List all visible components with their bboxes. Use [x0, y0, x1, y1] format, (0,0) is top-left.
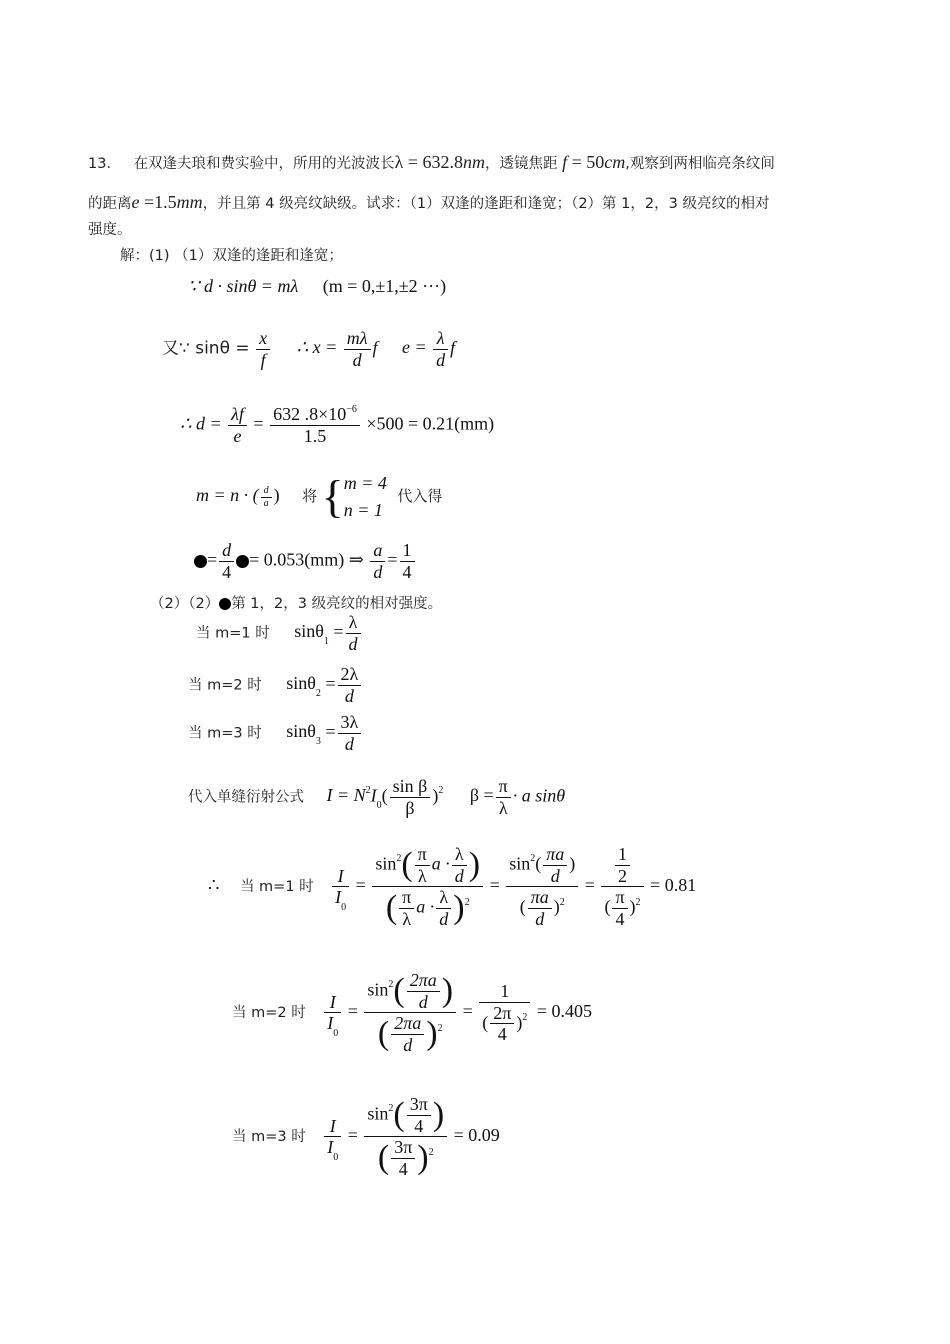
sub: 0 — [341, 902, 347, 914]
sub: 2 — [315, 688, 321, 700]
equation-d-value — [180, 404, 494, 446]
sup: 2 — [388, 1103, 394, 1115]
x-over-f — [256, 328, 270, 370]
I2-over-I0 — [324, 991, 341, 1040]
part2-heading — [150, 592, 442, 613]
num: π — [415, 844, 430, 866]
pi-over-lambda — [496, 776, 511, 818]
den: 4 — [398, 1159, 408, 1180]
one-quarter — [400, 540, 415, 582]
eq: = — [207, 549, 218, 570]
num: 1 — [615, 844, 630, 866]
problem-number: 13． — [88, 156, 121, 172]
d-over-a-small — [261, 485, 272, 509]
den: 4 — [414, 1115, 424, 1136]
therefore: ∴ — [208, 875, 220, 895]
single-slit-formula: 代入单缝衍射公式 $I = N^2I_0$( $\frac{\text{sin β}}{\beta}$ )$^2$ β = $\frac{\pi}{\lambda}$ · a sinθ — [188, 776, 566, 818]
den: d — [403, 1035, 413, 1056]
lambda-over-d — [346, 612, 361, 654]
mlambda-over-d — [344, 328, 371, 370]
num: mλ — [344, 328, 371, 350]
three-lambda-over-d — [338, 712, 362, 754]
eq: = — [584, 875, 595, 895]
a-dot: a · — [416, 896, 435, 917]
3pi-over-4 — [407, 1094, 431, 1136]
problem-text-e: ，并且第 4 级亮纹缺级。试求：（1）双逢的逢距和逢宽；（2）第 1，2，3 级亮纹的相对 — [202, 196, 770, 212]
e-value: =1.5 — [139, 192, 177, 212]
sup: 2 — [428, 1146, 434, 1158]
problem-text-d: 的距离 — [88, 196, 132, 212]
I0: I — [370, 785, 377, 806]
num: 3π — [391, 1137, 415, 1159]
den: d — [373, 561, 383, 582]
smudge-icon-3 — [219, 598, 231, 610]
den: 4 — [497, 1024, 507, 1045]
sin-theta: sinθ — [286, 721, 316, 742]
problem-text-a: 在双逢夫琅和费实验中，所用的光波波长 — [133, 156, 395, 172]
numeric-m1: $\frac{1}{2}$ ( $\frac{\pi}{4}$ )$^2$ — [601, 844, 643, 930]
e-eq: e = — [402, 337, 427, 358]
part2-label: （2）（2） — [150, 596, 220, 612]
sup: 2 — [388, 979, 394, 991]
a-over-d — [370, 540, 385, 582]
sub: 0 — [376, 800, 382, 812]
equation-missing-order — [196, 470, 442, 524]
den: d — [436, 349, 446, 370]
num: x — [256, 328, 270, 350]
pi-over-4 — [612, 887, 627, 929]
den: 4 — [402, 561, 412, 582]
d-result: ×500 = 0.21(mm) — [366, 413, 495, 434]
sup: 2 — [559, 896, 565, 908]
pia-over-d — [543, 844, 567, 886]
problem-line-1 — [88, 152, 775, 173]
m-eq-prefix: m = n · ( — [196, 485, 259, 506]
ratio-m1-fraction: $\sin^2$( $\frac{\pi}{\lambda}$ a · $\frac{\lambda}{d}$ ) ( $\frac{\pi}{\lambda}$ a · $\frac{\lambda}{d}$ )$^2$ — [372, 844, 483, 930]
num: 2πa — [407, 970, 440, 992]
sin-theta: sinθ — [294, 621, 324, 642]
pi-over-lambda — [399, 887, 414, 929]
f-factor-2: f — [450, 337, 456, 358]
den: I — [327, 1137, 334, 1158]
n-eq-1: n = 1 — [343, 500, 383, 520]
eq: = — [333, 621, 344, 642]
beta-eq: β = — [469, 785, 494, 806]
den: λ — [417, 865, 427, 886]
system — [344, 470, 387, 524]
num: λ — [346, 612, 361, 634]
a-sin-theta: · a sinθ — [512, 785, 566, 806]
ratio-m2 — [232, 970, 592, 1056]
den: I — [335, 887, 342, 908]
m2-sin — [188, 664, 363, 706]
focal-value: = 50 — [567, 152, 605, 172]
den: d — [348, 633, 358, 654]
single-slit-label: 代入单缝衍射公式 — [188, 789, 304, 806]
dairude: 代入得 — [397, 487, 443, 506]
num: λ — [452, 844, 467, 866]
focal-unit: cm — [604, 152, 626, 172]
I3-over-I0 — [324, 1115, 341, 1164]
3pi-over-4 — [391, 1137, 415, 1179]
num: π — [399, 887, 414, 909]
den: d — [344, 685, 354, 706]
problem-line-2 — [88, 192, 769, 213]
m-eq-4: m = 4 — [343, 473, 387, 493]
d-eq-prefix: ∴ d = — [180, 413, 222, 434]
pi-over-lambda — [415, 844, 430, 886]
den: 4 — [615, 909, 625, 930]
sin: sin — [367, 979, 389, 1000]
sub: 1 — [323, 636, 329, 648]
solution-label: 解：(1) （1）双逢的逢距和逢宽； — [120, 248, 343, 264]
num: 1 — [479, 981, 530, 1003]
sup: 2 — [365, 785, 371, 797]
sup: 2 — [635, 896, 641, 908]
lambda-over-d — [436, 887, 451, 929]
pia-over-d — [528, 887, 552, 929]
ratio-m2-fraction: $\sin^2$( $\frac{2\pi a}{d}$ ) ( $\frac{2\pi a}{d}$ )$^2$ — [364, 970, 456, 1056]
brace: { — [321, 471, 344, 522]
eq: = — [325, 673, 336, 694]
r2-result: = 0.405 — [536, 1001, 592, 1021]
den: d — [439, 909, 449, 930]
den: λ — [498, 797, 508, 818]
den: d — [454, 865, 464, 886]
num: 1 — [400, 540, 415, 562]
sin: sin — [509, 853, 531, 874]
sinbeta-over-beta — [390, 776, 431, 818]
num: 2λ — [338, 664, 362, 686]
num: 632 .8×10 — [273, 404, 347, 424]
half — [615, 844, 630, 886]
num: 3π — [407, 1094, 431, 1116]
sin: sin — [375, 853, 397, 874]
sup: 2 — [438, 785, 444, 797]
den: d — [352, 349, 362, 370]
smudge-icon-2 — [236, 555, 249, 568]
den: β — [405, 797, 415, 818]
m1-label: 当 m=1 时 — [196, 625, 270, 642]
m2-label: 当 m=2 时 — [188, 677, 262, 694]
ratio-m1 — [208, 844, 696, 930]
grating-eq: ∵ d · sinθ = mλ — [188, 276, 299, 296]
m3-label: 当 m=3 时 — [232, 1129, 306, 1145]
ratio-m3 — [232, 1094, 500, 1180]
num: a — [370, 540, 385, 562]
I1-over-I0 — [332, 865, 349, 914]
sup: 2 — [522, 1011, 528, 1023]
lambda-f-over-e — [228, 404, 247, 446]
eq: = — [347, 1125, 358, 1145]
r3-result: = 0.09 — [453, 1125, 500, 1145]
den: I — [327, 1013, 334, 1034]
num: d — [219, 540, 234, 562]
eq-sign: = — [253, 413, 264, 434]
equation-a-value — [194, 540, 417, 582]
e-var: e — [131, 192, 140, 212]
sup: 2 — [437, 1022, 443, 1034]
e-unit: mm — [176, 192, 203, 212]
sub: 3 — [315, 736, 321, 748]
m3-label: 当 m=3 时 — [188, 725, 262, 742]
eq: = — [325, 721, 336, 742]
num: d — [261, 485, 272, 498]
num: λ — [436, 887, 451, 909]
m1-label: 当 m=1 时 — [239, 879, 314, 895]
equation-grating — [188, 276, 446, 297]
num: 3λ — [338, 712, 362, 734]
2pia-over-d — [407, 970, 440, 1012]
eq: = — [462, 1001, 473, 1021]
focal-var: f — [562, 152, 568, 172]
ratio-m3-fraction: $\sin^2$( $\frac{3\pi}{4}$ ) ( $\frac{3\pi}{4}$ )$^2$ — [364, 1094, 447, 1180]
numeric-fraction — [270, 404, 360, 446]
num: I — [324, 992, 341, 1014]
d-over-4 — [219, 540, 234, 582]
sin-theta-prefix: 又∵ sinθ = — [162, 338, 250, 359]
num: πa — [543, 844, 567, 866]
num: λ — [433, 328, 448, 350]
grating-condition: (m = 0,±1,±2 ···) — [322, 276, 447, 296]
lambda-over-d — [452, 844, 467, 886]
exp: −6 — [346, 404, 357, 415]
num: π — [496, 776, 511, 798]
den: d — [535, 909, 545, 930]
num: 2πa — [391, 1013, 424, 1035]
eq: = — [489, 875, 500, 895]
a-dot: a · — [431, 853, 450, 874]
f-factor: f — [372, 337, 378, 358]
den: 1.5 — [303, 425, 327, 446]
close-paren: ) — [273, 485, 280, 506]
part2-text: 第 1，2，3 级亮纹的相对强度。 — [231, 596, 443, 612]
m1-sin — [196, 612, 363, 654]
den: 4 — [222, 561, 232, 582]
lambda-value: λ = 632.8 — [394, 152, 463, 172]
numeric-m2: 1 ( $\frac{2\pi}{4}$ )$^2$ — [479, 981, 530, 1045]
lambda-over-d — [433, 328, 448, 370]
num: πa — [528, 887, 552, 909]
2pia-over-d — [391, 1013, 424, 1055]
sin: sin — [367, 1103, 389, 1124]
eq: = — [387, 549, 398, 570]
sup: 2 — [396, 853, 402, 865]
eq: = — [355, 875, 366, 895]
sup: 2 — [530, 853, 536, 865]
smudge-icon — [194, 555, 207, 568]
num: 2π — [490, 1003, 514, 1025]
m3-sin — [188, 712, 363, 754]
sin-theta: sinθ — [286, 673, 316, 694]
sup: 2 — [464, 896, 470, 908]
den: λ — [402, 909, 412, 930]
lambda-unit: nm — [462, 152, 485, 172]
den: d — [550, 865, 560, 886]
den: d — [344, 733, 354, 754]
den: e — [233, 425, 242, 446]
den: 2 — [618, 865, 627, 886]
den: d — [418, 991, 428, 1012]
num: I — [332, 866, 349, 888]
x-eq: ∴ x = — [296, 337, 338, 358]
equation-sin-theta — [162, 328, 455, 370]
num: λf — [228, 404, 247, 426]
I-eq: I = N — [326, 785, 366, 806]
den: f — [260, 349, 266, 370]
jiang: 将 — [302, 487, 318, 506]
den: a — [263, 497, 269, 509]
num: sin β — [390, 776, 431, 798]
problem-line-3: 强度。 — [88, 222, 132, 238]
m2-label: 当 m=2 时 — [232, 1005, 306, 1021]
two-lambda-over-d — [338, 664, 362, 706]
2pi-over-4 — [490, 1003, 514, 1045]
sub: 0 — [333, 1028, 339, 1040]
sub: 0 — [333, 1152, 339, 1164]
r1-result: = 0.81 — [650, 875, 697, 895]
num: I — [324, 1116, 341, 1138]
problem-text-c: ,观察到两相临亮条纹间 — [625, 156, 775, 172]
eq: = — [347, 1001, 358, 1021]
num: π — [612, 887, 627, 909]
a-value: = 0.053(mm) ⇒ — [249, 549, 364, 570]
problem-text-b: ，透镜焦距 — [484, 156, 558, 172]
simplified-m1: $\sin^2$( $\frac{\pi a}{d}$ ) ( $\frac{\pi a}{d}$ )$^2$ — [506, 844, 578, 930]
